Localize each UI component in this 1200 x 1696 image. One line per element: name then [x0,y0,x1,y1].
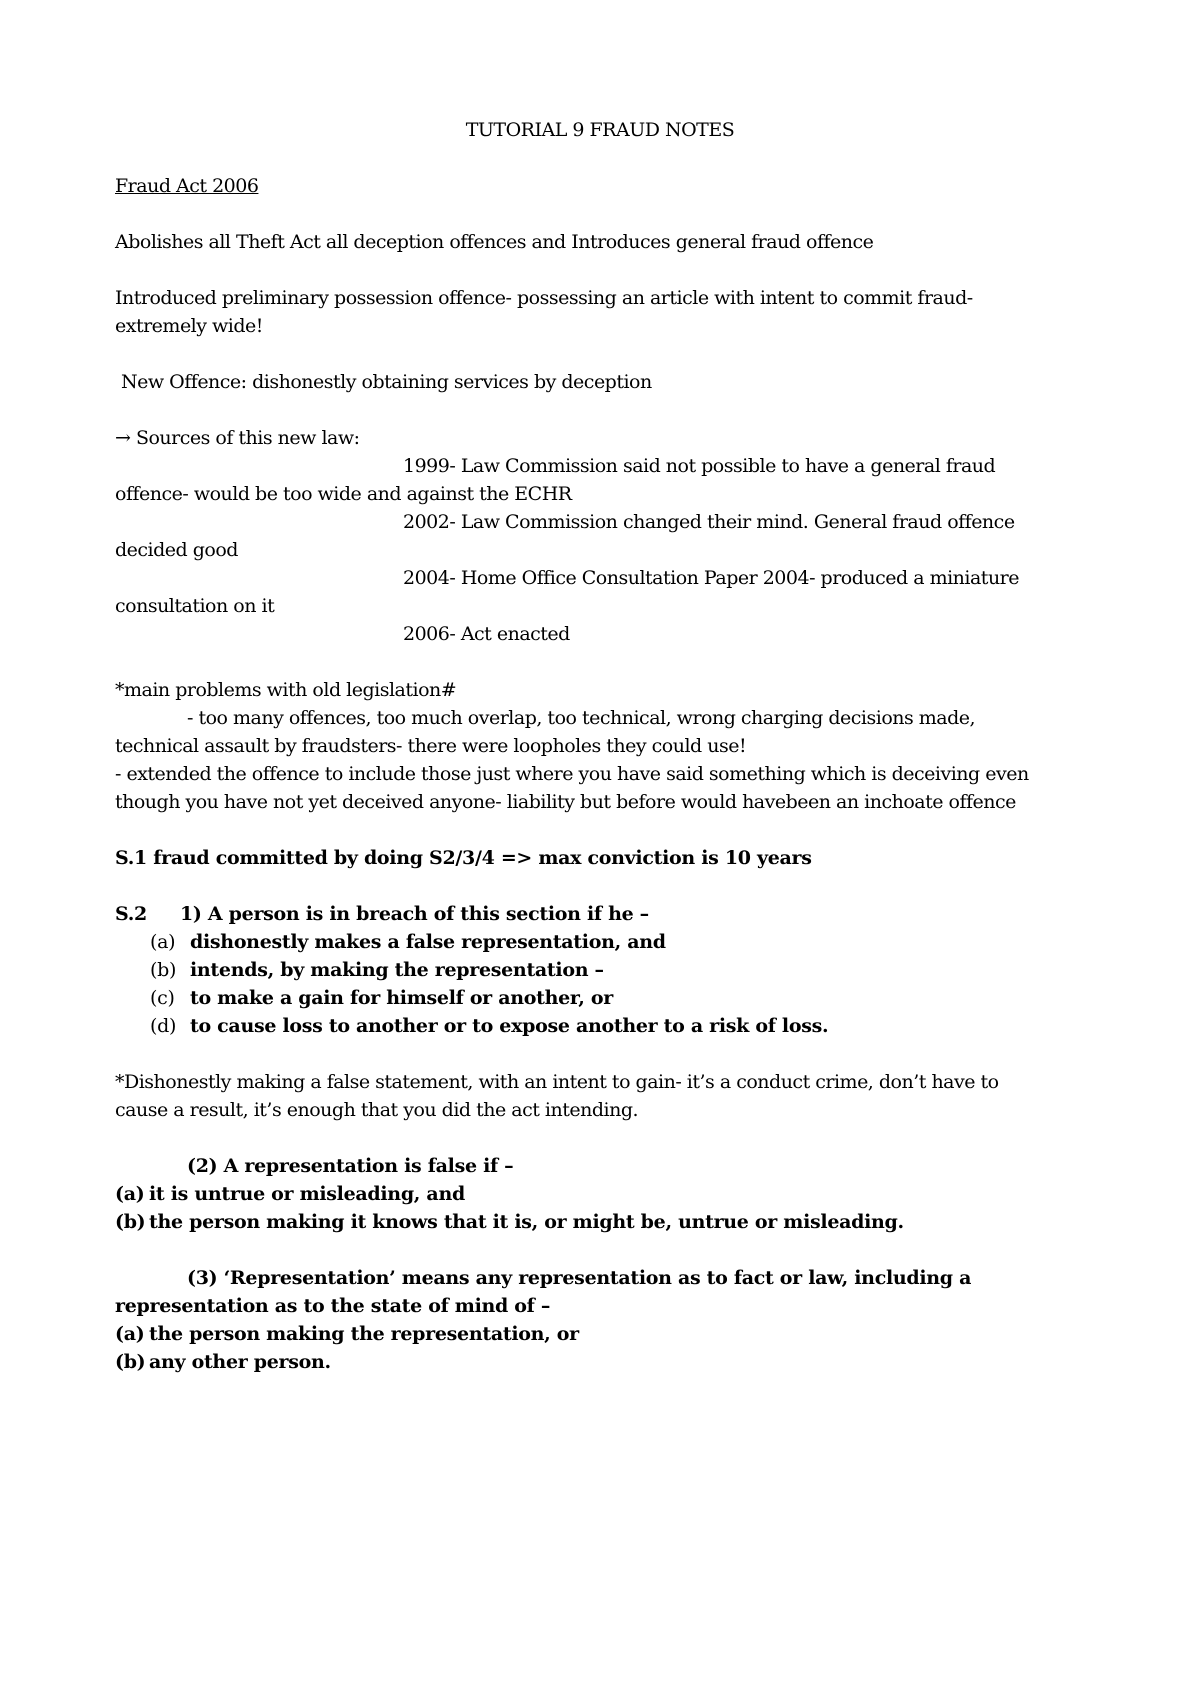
section-heading: Fraud Act 2006 [115,175,259,197]
problems-line-3: - extended the offence to include those just where you have said something which is deceiving even [115,763,1029,785]
s2-2-item-b-label: (b) [115,1211,146,1233]
paragraph-new-offence: New Offence: dishonestly obtaining services by deception [121,371,652,393]
s2-3-item-b-label: (b) [115,1351,146,1373]
s2-item-d [150,1012,828,1040]
paragraph-preliminary-line-2: extremely wide! [115,315,263,337]
document-title: TUTORIAL 9 FRAUD NOTES [465,119,735,141]
s2-3-item-a [115,1320,579,1348]
s2-item-b-label: (b) [150,959,177,981]
s2-item-b-text: intends, by making the representation – [190,959,604,981]
paragraph-abolishes: Abolishes all Theft Act all deception offences and Introduces general fraud offence [115,231,874,253]
s2-3-item-b [115,1348,331,1376]
s2-3-item-a-label: (a) [115,1323,145,1345]
s2-2-item-b [115,1208,904,1236]
s2-2-item-a [115,1180,465,1208]
note-line-1: *Dishonestly making a false statement, with an intent to gain- it’s a conduct crime, don’t have to [115,1071,999,1093]
s2-2-item-b-text: the person making it knows that it is, or might be, untrue or misleading. [149,1211,904,1233]
s2-item-a [150,928,666,956]
sources-intro: → Sources of this new law: [115,427,360,449]
s2-item-b [150,956,604,984]
s2-item-a-label: (a) [150,931,176,953]
source-2002-line-2: decided good [115,539,238,561]
source-2004-line-1: 2004- Home Office Consultation Paper 2004- produced a miniature [403,567,1020,589]
s2-2-intro: (2) A representation is false if – [187,1155,514,1177]
problems-line-4: though you have not yet deceived anyone- liability but before would havebeen an inchoate offence [115,791,1016,813]
s2-2-item-a-label: (a) [115,1183,145,1205]
problems-line-1: - too many offences, too much overlap, too technical, wrong charging decisions made, [187,707,976,729]
s2-intro: 1) A person is in breach of this section if he – [180,903,649,925]
source-1999-line-1: 1999- Law Commission said not possible to have a general fraud [403,455,996,477]
s2-3-item-b-text: any other person. [149,1351,331,1373]
problems-heading: *main problems with old legislation# [115,679,457,701]
s2-heading [115,900,649,928]
s2-3-item-a-text: the person making the representation, or [149,1323,579,1345]
source-2002-line-1: 2002- Law Commission changed their mind. General fraud offence [403,511,1015,533]
source-1999-line-2: offence- would be too wide and against the ECHR [115,483,572,505]
problems-line-2: technical assault by fraudsters- there were loopholes they could use! [115,735,747,757]
s1-statement: S.1 fraud committed by doing S2/3/4 => max conviction is 10 years [115,847,812,869]
s2-2-item-a-text: it is untrue or misleading, and [149,1183,465,1205]
s2-item-c [150,984,613,1012]
paragraph-preliminary-line-1: Introduced preliminary possession offence- possessing an article with intent to commit fraud- [115,287,973,309]
source-2006-line-1: 2006- Act enacted [403,623,570,645]
source-2004-line-2: consultation on it [115,595,275,617]
s2-item-d-label: (d) [150,1015,177,1037]
note-line-2: cause a result, it’s enough that you did the act intending. [115,1099,639,1121]
s2-3-intro-line-2: representation as to the state of mind of – [115,1295,551,1317]
s2-item-c-label: (c) [150,987,175,1009]
s2-item-a-text: dishonestly makes a false representation, and [190,931,666,953]
s2-item-d-text: to cause loss to another or to expose another to a risk of loss. [190,1015,829,1037]
s2-item-c-text: to make a gain for himself or another, or [190,987,613,1009]
s2-3-intro-line-1: (3) ‘Representation’ means any representation as to fact or law, including a [187,1267,972,1289]
s2-section-number: S.2 [115,903,147,925]
